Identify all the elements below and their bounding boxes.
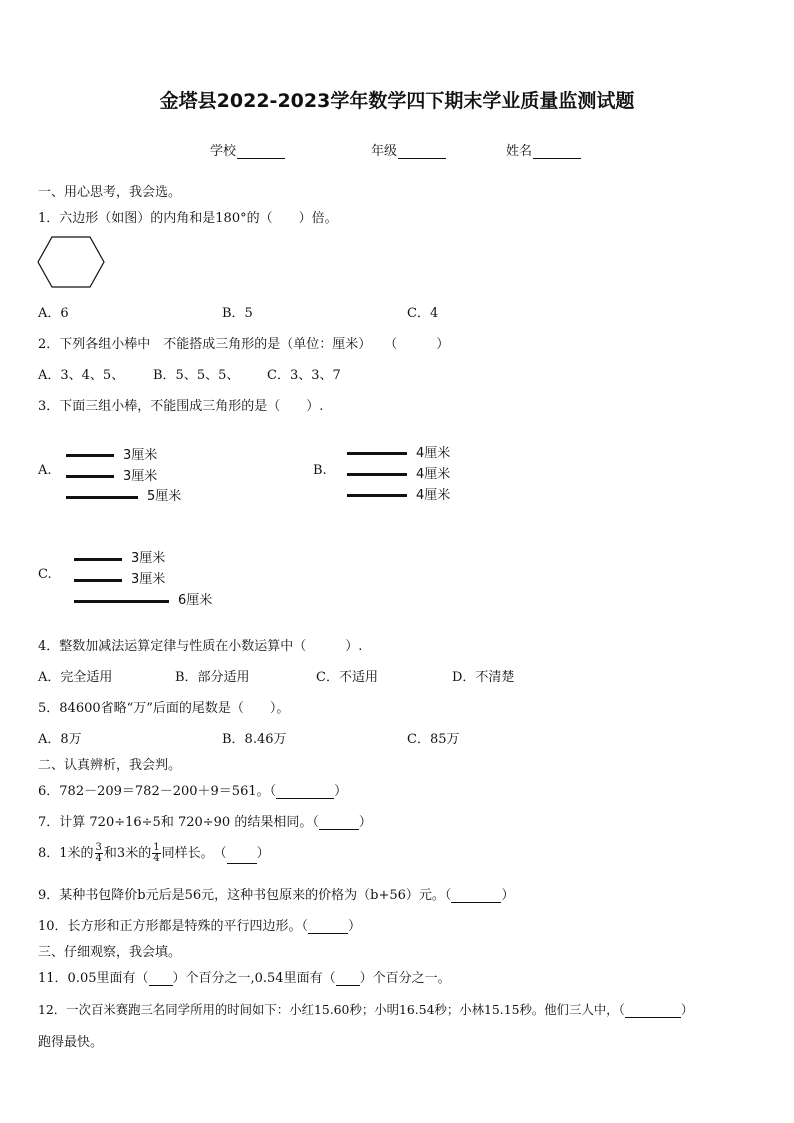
fraction-one-quarter bbox=[152, 843, 160, 864]
school-field bbox=[210, 140, 285, 159]
q3-b-label-2: 4厘米 bbox=[416, 467, 451, 482]
hexagon-figure bbox=[37, 236, 105, 288]
question-2: 2．下列各组小棒中 不能搭成三角形的是（单位：厘米） （ ） bbox=[38, 337, 450, 352]
question-10-text: 10．长方形和正方形都是特殊的平行四边形。（ bbox=[38, 919, 309, 934]
q1-option-a: A．6 bbox=[38, 306, 69, 321]
q3-a-label-2: 3厘米 bbox=[123, 469, 158, 484]
name-label: 姓名 bbox=[506, 144, 533, 159]
q3-a-stick-3 bbox=[66, 496, 138, 499]
question-7-text: 7．计算 720÷16÷5和 720÷90 的结果相同。（ bbox=[38, 815, 319, 830]
q3-b-stick-2 bbox=[347, 473, 407, 476]
section-3-heading: 三、仔细观察，我会填。 bbox=[38, 945, 182, 960]
q3-a-stick-2 bbox=[66, 475, 114, 478]
q2-option-b: B．5、5、5、 bbox=[153, 368, 240, 383]
q3-c-label-1: 3厘米 bbox=[131, 551, 166, 566]
question-9-text: 9．某种书包降价b元后是56元，这种书包原来的价格为（b+56）元。（ bbox=[38, 888, 452, 903]
question-3: 3．下面三组小棒，不能围成三角形的是（ ）. bbox=[38, 399, 324, 414]
fraction-1-numerator: 3 bbox=[95, 842, 102, 853]
question-9 bbox=[38, 884, 514, 903]
q8-answer-blank bbox=[227, 851, 257, 864]
question-10 bbox=[38, 915, 361, 934]
q3-c-label-3: 6厘米 bbox=[178, 593, 213, 608]
q9-answer-blank bbox=[451, 890, 501, 903]
q1-option-c: C．4 bbox=[407, 306, 439, 321]
q3-b-stick-1 bbox=[347, 452, 407, 455]
question-8 bbox=[38, 842, 270, 864]
q3-group-c-letter: C. bbox=[38, 567, 52, 582]
q3-a-label-3: 5厘米 bbox=[147, 489, 182, 504]
name-blank bbox=[533, 146, 581, 159]
section-1-heading: 一、用心思考，我会选。 bbox=[38, 185, 182, 200]
section-2-heading: 二、认真辨析，我会判。 bbox=[38, 758, 182, 773]
q3-b-label-3: 4厘米 bbox=[416, 488, 451, 503]
q3-b-stick-3 bbox=[347, 494, 407, 497]
question-11-part-a: 11．0.05里面有（ bbox=[38, 971, 149, 986]
q3-a-stick-1 bbox=[66, 454, 114, 457]
question-6-tail: ） bbox=[334, 784, 348, 799]
q5-option-a: A．8万 bbox=[38, 732, 82, 747]
q7-answer-blank bbox=[319, 817, 359, 830]
question-4: 4．整数加减法运算定律与性质在小数运算中（ ）. bbox=[38, 639, 363, 654]
q3-c-stick-3 bbox=[74, 600, 169, 603]
question-11-part-b: ）个百分之一,0.54里面有（ bbox=[172, 971, 336, 986]
q5-option-c: C．85万 bbox=[407, 732, 460, 747]
question-7-tail: ） bbox=[358, 815, 372, 830]
school-label: 学校 bbox=[210, 144, 237, 159]
q2-option-c: C．3、3、7 bbox=[267, 368, 341, 383]
fraction-2-numerator: 1 bbox=[153, 842, 160, 853]
q4-option-c: C．不适用 bbox=[316, 670, 378, 685]
question-5: 5．84600省略“万”后面的尾数是（ ）。 bbox=[38, 701, 290, 716]
question-10-tail: ） bbox=[348, 919, 362, 934]
q11-answer-blank-2 bbox=[336, 973, 360, 986]
question-6-text: 6．782－209＝782－200＋9＝561。（ bbox=[38, 784, 277, 799]
school-blank bbox=[237, 146, 285, 159]
question-7 bbox=[38, 811, 372, 830]
q4-option-a: A．完全适用 bbox=[38, 670, 113, 685]
question-8-pre: 8．1米的 bbox=[38, 846, 94, 861]
q4-option-d: D．不清楚 bbox=[452, 670, 515, 685]
question-12-tail: ） bbox=[680, 1002, 694, 1017]
question-12-line-2: 跑得最快。 bbox=[38, 1035, 104, 1050]
q4-option-b: B．部分适用 bbox=[175, 670, 250, 685]
question-6 bbox=[38, 780, 347, 799]
question-8-tail: ） bbox=[256, 846, 270, 861]
question-12 bbox=[38, 1000, 693, 1018]
q3-c-label-2: 3厘米 bbox=[131, 572, 166, 587]
grade-label: 年级 bbox=[371, 144, 398, 159]
q3-group-a-letter: A. bbox=[38, 463, 52, 478]
q12-answer-blank bbox=[625, 1005, 681, 1018]
question-8-post: 同样长。 （ bbox=[161, 846, 227, 861]
q3-group-b-letter: B. bbox=[313, 463, 327, 478]
fraction-2-denominator: 4 bbox=[153, 853, 160, 864]
q3-a-label-1: 3厘米 bbox=[123, 448, 158, 463]
q5-option-b: B．8.46万 bbox=[222, 732, 287, 747]
q3-c-stick-1 bbox=[74, 558, 122, 561]
question-9-tail: ） bbox=[501, 888, 515, 903]
grade-field bbox=[371, 140, 446, 159]
q3-c-stick-2 bbox=[74, 579, 122, 582]
q3-b-label-1: 4厘米 bbox=[416, 446, 451, 461]
question-8-mid: 和3米的 bbox=[103, 846, 152, 861]
question-1: 1．六边形（如图）的内角和是180°的（ ）倍。 bbox=[38, 211, 338, 226]
fraction-1-denominator: 4 bbox=[95, 853, 102, 864]
q11-answer-blank-1 bbox=[149, 973, 173, 986]
q2-option-a: A．3、4、5、 bbox=[38, 368, 125, 383]
page-title: 金塔县2022-2023学年数学四下期末学业质量监测试题 bbox=[159, 90, 635, 112]
fraction-three-quarters bbox=[95, 843, 103, 864]
q1-option-b: B．5 bbox=[222, 306, 253, 321]
name-field bbox=[506, 140, 581, 159]
question-11-part-c: ）个百分之一。 bbox=[359, 971, 451, 986]
q6-answer-blank bbox=[276, 786, 334, 799]
question-11 bbox=[38, 967, 451, 986]
question-12-text: 12．一次百米赛跑三名同学所用的时间如下：小红15.60秒；小明16.54秒；小林15.15秒。他们三人中，（ bbox=[38, 1002, 625, 1017]
q10-answer-blank bbox=[308, 921, 348, 934]
grade-blank bbox=[398, 146, 446, 159]
